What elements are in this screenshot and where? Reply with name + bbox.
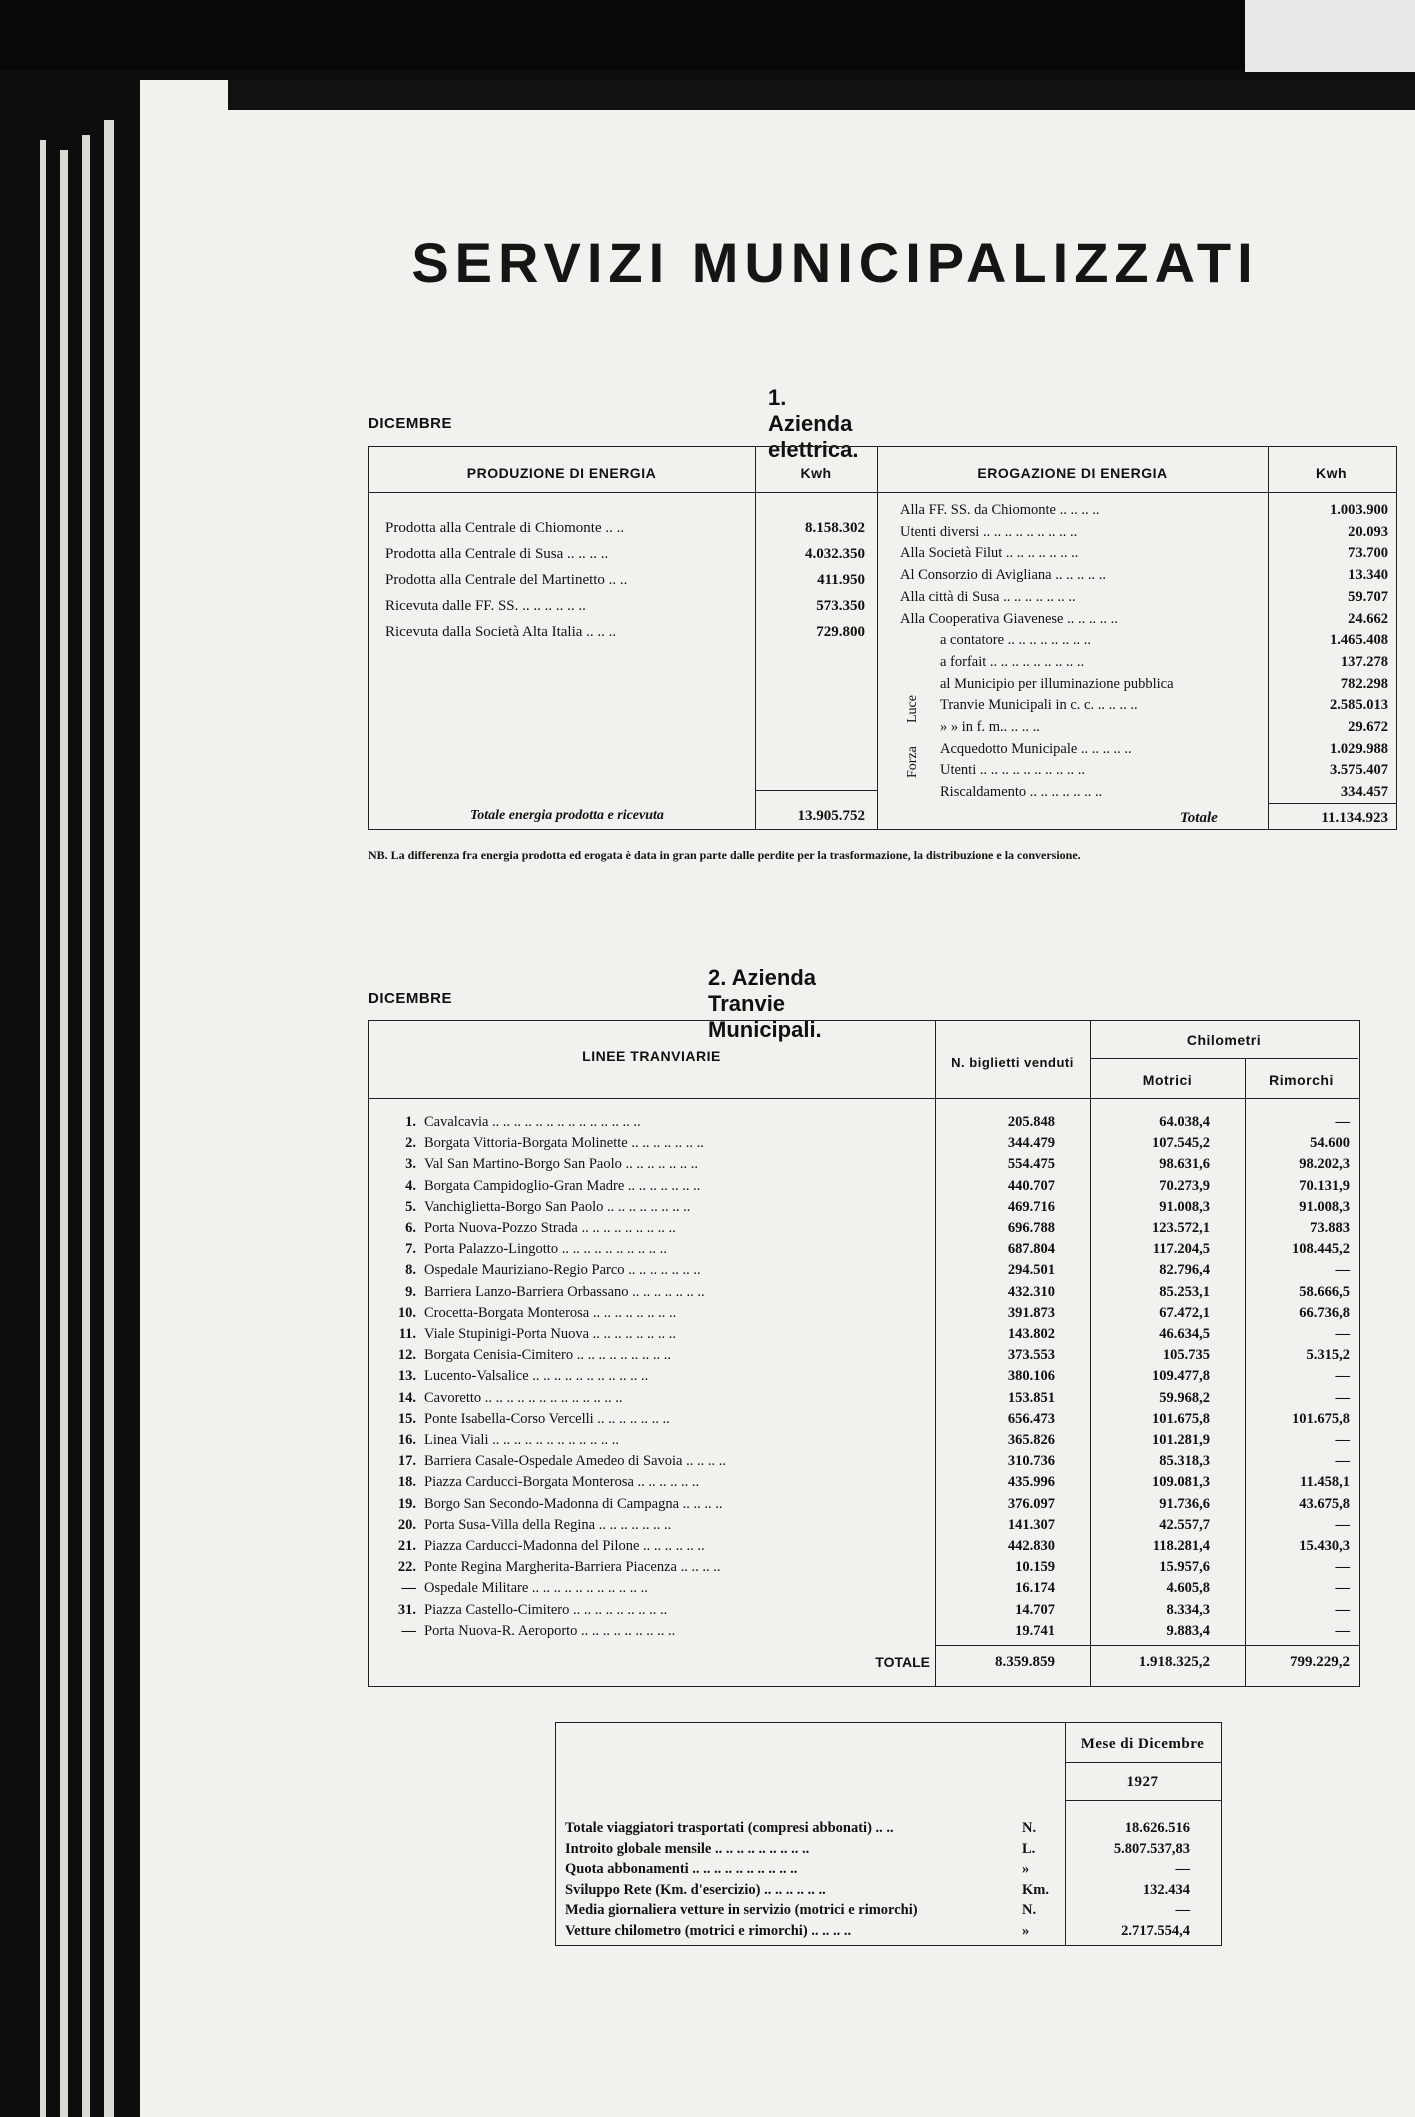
production-row-label: Prodotta alla Centrale di Susa .. .. .. .. [385, 546, 609, 562]
distribution-row-label: a contatore .. .. .. .. .. .. .. .. [940, 632, 1092, 649]
tram-row-rimorchi: — [1335, 1580, 1350, 1597]
col-rimorchi-header: Rimorchi [1269, 1072, 1334, 1088]
tram-row-number: 8. [405, 1262, 416, 1279]
distribution-row-value: 24.662 [1348, 610, 1388, 627]
tram-row-number: 16. [397, 1432, 416, 1448]
tram-row-name: Vanchiglietta-Borgo San Paolo .. .. .. .. .. .. .. .. [424, 1198, 691, 1215]
tram-row-tickets: 435.996 [1007, 1474, 1055, 1491]
page-top-band [228, 80, 1415, 110]
tram-row-name: Linea Viali .. .. .. .. .. .. .. .. .. .. .. .. [424, 1432, 619, 1448]
tram-row-rimorchi: 91.008,3 [1299, 1198, 1350, 1215]
tram-row-number: 10. [397, 1304, 416, 1321]
distribution-row-value: 73.700 [1348, 545, 1388, 562]
distribution-row-value: 13.340 [1348, 567, 1388, 584]
header-line [1065, 1800, 1221, 1801]
summary-row-unit: Km. [1022, 1881, 1049, 1898]
section2-month: DICEMBRE [368, 990, 453, 1007]
summary-row-value: 132.434 [1142, 1881, 1190, 1898]
tram-row-tickets: 469.716 [1007, 1198, 1055, 1215]
total-line [935, 1645, 1359, 1646]
tram-row-number: 12. [397, 1347, 416, 1364]
tram-row-name: Piazza Carducci-Madonna del Pilone .. .. .. .. .. .. [424, 1538, 705, 1554]
distribution-row-value: 59.707 [1348, 588, 1388, 605]
tram-row-motrici: 70.273,9 [1159, 1177, 1210, 1194]
production-row-value: 573.350 [816, 598, 865, 614]
tram-row-rimorchi: — [1335, 1262, 1350, 1279]
production-row-label: Prodotta alla Centrale di Chiomonte .. .. [385, 520, 625, 536]
tram-row-tickets: 19.741 [1015, 1622, 1055, 1639]
tram-row-number: 18. [397, 1474, 416, 1491]
tram-row-rimorchi: 58.666,5 [1299, 1283, 1350, 1300]
scan-light-corner [1245, 0, 1415, 72]
tram-row-tickets: 141.307 [1007, 1516, 1055, 1533]
tram-row-number: 19. [397, 1495, 416, 1512]
tram-row-number: 21. [397, 1538, 416, 1554]
distribution-total-value: 11.134.923 [1321, 810, 1388, 826]
tram-row-motrici: 109.081,3 [1152, 1474, 1210, 1491]
tram-row-tickets: 143.802 [1007, 1326, 1055, 1342]
tram-row-motrici: 9.883,4 [1166, 1622, 1210, 1639]
summary-row-label: Vetture chilometro (motrici e rimorchi) .. .. .. .. [565, 1922, 852, 1939]
tram-row-tickets: 294.501 [1007, 1262, 1055, 1279]
total-line [1268, 803, 1396, 804]
tram-row-name: Porta Nuova-R. Aeroporto .. .. .. .. .. .. .. .. .. [424, 1622, 676, 1639]
summary-row-unit: » [1022, 1922, 1030, 1939]
tram-row-tickets: 554.475 [1007, 1156, 1055, 1173]
distribution-row-value: 1.465.408 [1330, 632, 1388, 649]
summary-row-label: Quota abbonamenti .. .. .. .. .. .. .. .. .. .. [565, 1861, 798, 1877]
distribution-row-label: Tranvie Municipali in c. c. .. .. .. .. [940, 697, 1138, 714]
tram-row-tickets: 391.873 [1007, 1304, 1055, 1321]
tram-row-number: — [401, 1580, 416, 1597]
distribution-row-label: Utenti .. .. .. .. .. .. .. .. .. .. [940, 762, 1085, 779]
tram-row-tickets: 16.174 [1015, 1580, 1055, 1597]
tram-row-rimorchi: — [1335, 1368, 1350, 1385]
tram-row-motrici: 98.631,6 [1159, 1156, 1210, 1173]
tram-row-motrici: 46.634,5 [1159, 1326, 1210, 1342]
tram-row-number: 11. [398, 1326, 416, 1342]
tram-row-number: 7. [405, 1241, 416, 1258]
tram-row-rimorchi: — [1335, 1559, 1350, 1576]
col-motrici-header: Motrici [1142, 1072, 1193, 1088]
section2-heading: 2. Azienda Tranvie Municipali. [708, 965, 822, 1042]
tram-row-name: Porta Nuova-Pozzo Strada .. .. .. .. .. .. .. .. .. [424, 1220, 676, 1236]
tram-row-tickets: 153.851 [1007, 1389, 1055, 1406]
col-lines-header: LINEE TRANVIARIE [582, 1048, 721, 1064]
tram-row-rimorchi: — [1335, 1114, 1350, 1130]
tram-row-name: Ponte Isabella-Corso Vercelli .. .. .. .. .. .. .. [424, 1410, 670, 1427]
tram-row-name: Borgata Campidoglio-Gran Madre .. .. .. .. .. .. .. [424, 1177, 701, 1194]
tram-row-rimorchi: 54.600 [1310, 1135, 1350, 1152]
section1-note: NB. La differenza fra energia prodotta ed erogata è data in gran parte dalle perdite per la trasformazione, la distribuzione e la conversione. [368, 848, 1081, 862]
page-title: SERVIZI MUNICIPALIZZATI [411, 231, 1259, 294]
distribution-row-label: » » in f. m.. .. .. .. [940, 719, 1040, 735]
tram-row-tickets: 14.707 [1015, 1601, 1055, 1618]
tram-row-name: Borgo San Secondo-Madonna di Campagna .. .. .. .. [424, 1495, 723, 1512]
tram-row-motrici: 91.008,3 [1159, 1198, 1210, 1215]
distribution-row-label: a forfait .. .. .. .. .. .. .. .. .. [940, 653, 1085, 670]
distribution-row-value: 29.672 [1348, 719, 1388, 735]
tram-row-tickets: 310.736 [1007, 1453, 1055, 1470]
header-line [1090, 1058, 1358, 1059]
tram-row-name: Porta Palazzo-Lingotto .. .. .. .. .. .. .. .. .. .. [424, 1241, 667, 1258]
tram-row-number: 17. [397, 1453, 416, 1470]
luce-group-label: Luce [905, 695, 920, 723]
tram-row-rimorchi: 101.675,8 [1292, 1410, 1350, 1427]
tram-row-number: 31. [397, 1601, 416, 1618]
tram-row-tickets: 440.707 [1007, 1177, 1055, 1194]
distribution-row-label: Alla Società Filut .. .. .. .. .. .. .. [900, 545, 1079, 562]
tram-row-rimorchi: 73.883 [1310, 1220, 1350, 1236]
tram-row-name: Borgata Vittoria-Borgata Molinette .. .. .. .. .. .. .. [424, 1135, 704, 1152]
scan-dark-top [0, 0, 1415, 70]
tram-total-tickets: 8.359.859 [995, 1654, 1055, 1670]
summary-row-unit: N. [1022, 1820, 1037, 1836]
tram-row-name: Ospedale Militare .. .. .. .. .. .. .. .. .. .. .. [424, 1580, 648, 1597]
tram-total-rimorchi: 799.229,2 [1290, 1654, 1350, 1670]
distribution-row-label: al Municipio per illuminazione pubblica [940, 675, 1174, 692]
summary-row-value: — [1175, 1861, 1190, 1877]
tram-row-motrici: 109.477,8 [1152, 1368, 1210, 1385]
tram-row-number: 22. [397, 1559, 416, 1576]
tram-row-tickets: 380.106 [1007, 1368, 1055, 1385]
tram-row-number: 14. [397, 1389, 416, 1406]
tram-row-motrici: 15.957,6 [1159, 1559, 1210, 1576]
distribution-row-value: 20.093 [1348, 523, 1388, 540]
tram-row-tickets: 442.830 [1007, 1538, 1055, 1554]
summary-row-value: — [1175, 1902, 1190, 1918]
col-km-header: Chilometri [1186, 1032, 1262, 1048]
tram-row-number: 4. [405, 1177, 416, 1194]
tram-row-rimorchi: — [1335, 1432, 1350, 1448]
tram-row-name: Piazza Carducci-Borgata Monterosa .. .. .. .. .. .. [424, 1474, 700, 1491]
production-row-label: Ricevuta dalla Società Alta Italia .. .. .. [385, 624, 617, 640]
tram-total-motrici: 1.918.325,2 [1138, 1654, 1210, 1670]
summary-col-header: Mese di Dicembre [1080, 1736, 1205, 1752]
distribution-total-label: Totale [1180, 810, 1218, 826]
tram-row-number: 20. [397, 1516, 416, 1533]
tram-row-name: Ponte Regina Margherita-Barriera Piacenza .. .. .. .. [424, 1559, 721, 1576]
page-edge [82, 135, 90, 2117]
tram-row-number: 2. [405, 1135, 416, 1152]
tram-row-motrici: 91.736,6 [1159, 1495, 1210, 1512]
tram-total-label: TOTALE [875, 1654, 930, 1670]
distribution-row-value: 1.003.900 [1330, 502, 1388, 518]
distribution-row-label: Riscaldamento .. .. .. .. .. .. .. [940, 784, 1103, 801]
summary-row-value: 2.717.554,4 [1121, 1922, 1190, 1939]
distribution-header: EROGAZIONE DI ENERGIA [977, 465, 1168, 481]
summary-row-unit: L. [1022, 1840, 1036, 1857]
tram-row-rimorchi: 98.202,3 [1299, 1156, 1350, 1173]
production-kwh-header: Kwh [800, 465, 832, 481]
production-row-value: 729.800 [816, 624, 865, 640]
production-total-value: 13.905.752 [797, 808, 865, 824]
distribution-row-label: Alla Cooperativa Giavenese .. .. .. .. .. [900, 610, 1118, 627]
tram-row-motrici: 118.281,4 [1152, 1538, 1210, 1554]
tram-row-motrici: 42.557,7 [1159, 1516, 1210, 1533]
tram-row-number: 3. [405, 1156, 416, 1173]
tram-row-motrici: 67.472,1 [1159, 1304, 1210, 1321]
tram-row-motrici: 107.545,2 [1152, 1135, 1210, 1152]
tram-row-name: Ospedale Mauriziano-Regio Parco .. .. .. .. .. .. .. [424, 1262, 701, 1279]
section1-heading: 1. Azienda elettrica. [768, 385, 859, 462]
header-line [368, 492, 1396, 493]
production-total-label: Totale energia prodotta e ricevuta [470, 808, 664, 823]
tram-row-rimorchi: 66.736,8 [1299, 1304, 1350, 1321]
total-line [755, 790, 877, 791]
tram-row-motrici: 82.796,4 [1159, 1262, 1210, 1279]
tram-row-motrici: 64.038,4 [1159, 1114, 1210, 1130]
distribution-row-value: 2.585.013 [1330, 697, 1388, 714]
tram-row-tickets: 687.804 [1007, 1241, 1055, 1258]
tram-row-number: 1. [405, 1114, 416, 1130]
summary-row-unit: N. [1022, 1902, 1037, 1918]
tram-row-tickets: 373.553 [1007, 1347, 1055, 1364]
tram-row-motrici: 8.334,3 [1166, 1601, 1210, 1618]
tram-row-rimorchi: — [1335, 1622, 1350, 1639]
summary-year: 1927 [1126, 1774, 1159, 1790]
distribution-row-label: Alla città di Susa .. .. .. .. .. .. .. [900, 588, 1076, 605]
tram-row-motrici: 117.204,5 [1152, 1241, 1210, 1258]
tram-row-name: Val San Martino-Borgo San Paolo .. .. .. .. .. .. .. [424, 1156, 699, 1173]
tram-row-name: Barriera Casale-Ospedale Amedeo di Savoia .. .. .. .. [424, 1453, 726, 1470]
distribution-row-value: 782.298 [1340, 675, 1388, 692]
tram-row-number: 9. [405, 1283, 416, 1300]
tram-row-motrici: 85.318,3 [1159, 1453, 1210, 1470]
tram-row-motrici: 123.572,1 [1152, 1220, 1210, 1236]
distribution-row-label: Utenti diversi .. .. .. .. .. .. .. .. .. [900, 523, 1078, 540]
page-edge [40, 140, 46, 2117]
tram-row-rimorchi: 11.458,1 [1300, 1474, 1350, 1491]
distribution-row-label: Acquedotto Municipale .. .. .. .. .. [940, 740, 1132, 757]
tram-row-motrici: 85.253,1 [1159, 1283, 1210, 1300]
summary-row-label: Introito globale mensile .. .. .. .. .. .. .. .. .. [565, 1840, 810, 1857]
tram-row-name: Cavoretto .. .. .. .. .. .. .. .. .. .. .. .. .. [424, 1389, 623, 1406]
production-header: PRODUZIONE DI ENERGIA [466, 465, 657, 481]
page-edge [60, 150, 68, 2117]
tram-row-motrici: 101.675,8 [1152, 1410, 1210, 1427]
tram-row-motrici: 105.735 [1162, 1347, 1210, 1364]
tram-row-rimorchi: — [1335, 1601, 1350, 1618]
tram-row-tickets: 656.473 [1007, 1410, 1055, 1427]
header-line [1065, 1762, 1221, 1763]
summary-row-label: Media giornaliera vetture in servizio (motrici e rimorchi) [565, 1902, 918, 1918]
tram-row-rimorchi: 108.445,2 [1292, 1241, 1350, 1258]
tram-row-rimorchi: 15.430,3 [1299, 1538, 1350, 1554]
production-row-label: Ricevuta dalle FF. SS. .. .. .. .. .. .. [385, 598, 586, 614]
tram-row-name: Crocetta-Borgata Monterosa .. .. .. .. .. .. .. .. [424, 1304, 677, 1321]
summary-row-label: Sviluppo Rete (Km. d'esercizio) .. .. .. .. .. .. [565, 1881, 826, 1898]
distribution-kwh-header: Kwh [1315, 465, 1348, 481]
summary-row-value: 5.807.537,83 [1113, 1840, 1190, 1857]
tram-row-number: — [401, 1622, 416, 1639]
tram-row-number: 6. [405, 1220, 416, 1236]
tram-row-name: Borgata Cenisia-Cimitero .. .. .. .. .. .. .. .. .. [424, 1347, 672, 1364]
tram-row-rimorchi: — [1335, 1516, 1350, 1533]
tram-row-tickets: 344.479 [1007, 1135, 1055, 1152]
forza-group-label: Forza [905, 746, 920, 778]
summary-row-label: Totale viaggiatori trasportati (compresi abbonati) .. .. [565, 1820, 894, 1836]
tram-row-tickets: 10.159 [1015, 1559, 1055, 1576]
production-row-label: Prodotta alla Centrale del Martinetto .. .. [385, 572, 628, 588]
header-line [368, 1098, 1359, 1099]
section1-month: DICEMBRE [368, 415, 453, 432]
tram-row-rimorchi: 5.315,2 [1306, 1347, 1350, 1364]
tram-row-number: 15. [397, 1410, 416, 1427]
tram-row-number: 13. [397, 1368, 416, 1385]
distribution-row-value: 137.278 [1340, 653, 1388, 670]
summary-row-unit: » [1022, 1861, 1030, 1877]
tram-row-motrici: 4.605,8 [1166, 1580, 1210, 1597]
distribution-row-value: 1.029.988 [1330, 740, 1388, 757]
tram-row-rimorchi: 70.131,9 [1299, 1177, 1350, 1194]
tram-row-name: Piazza Castello-Cimitero .. .. .. .. .. .. .. .. .. [424, 1601, 668, 1618]
page-edge [104, 120, 114, 2117]
col-divider [877, 446, 878, 829]
tram-row-rimorchi: — [1335, 1389, 1350, 1406]
production-row-value: 8.158.302 [805, 520, 865, 536]
distribution-row-value: 3.575.407 [1330, 762, 1388, 779]
summary-row-value: 18.626.516 [1124, 1820, 1190, 1836]
tram-row-name: Porta Susa-Villa della Regina .. .. .. .. .. .. .. [424, 1516, 672, 1533]
distribution-row-label: Alla FF. SS. da Chiomonte .. .. .. .. [900, 502, 1100, 518]
tram-row-name: Barriera Lanzo-Barriera Orbassano .. .. .. .. .. .. .. [424, 1283, 705, 1300]
production-row-value: 4.032.350 [805, 546, 865, 562]
tram-row-motrici: 101.281,9 [1152, 1432, 1210, 1448]
tram-row-tickets: 365.826 [1007, 1432, 1055, 1448]
col-tickets-header: N. biglietti venduti [951, 1055, 1074, 1070]
tram-row-tickets: 205.848 [1007, 1114, 1055, 1130]
tram-row-rimorchi: — [1335, 1326, 1350, 1342]
tram-row-tickets: 432.310 [1007, 1283, 1055, 1300]
tram-row-name: Cavalcavia .. .. .. .. .. .. .. .. .. .. .. .. .. .. [424, 1114, 641, 1130]
tram-row-name: Lucento-Valsalice .. .. .. .. .. .. .. .. .. .. .. [424, 1368, 649, 1385]
tram-row-name: Viale Stupinigi-Porta Nuova .. .. .. .. .. .. .. .. [424, 1326, 677, 1342]
tram-row-tickets: 696.788 [1007, 1220, 1055, 1236]
tram-row-tickets: 376.097 [1007, 1495, 1055, 1512]
tram-row-number: 5. [405, 1198, 416, 1215]
production-row-value: 411.950 [817, 572, 865, 588]
distribution-row-label: Al Consorzio di Avigliana .. .. .. .. .. [900, 567, 1106, 584]
tram-row-rimorchi: — [1335, 1453, 1350, 1470]
tram-row-rimorchi: 43.675,8 [1299, 1495, 1350, 1512]
tram-row-motrici: 59.968,2 [1159, 1389, 1210, 1406]
distribution-row-value: 334.457 [1340, 784, 1388, 801]
